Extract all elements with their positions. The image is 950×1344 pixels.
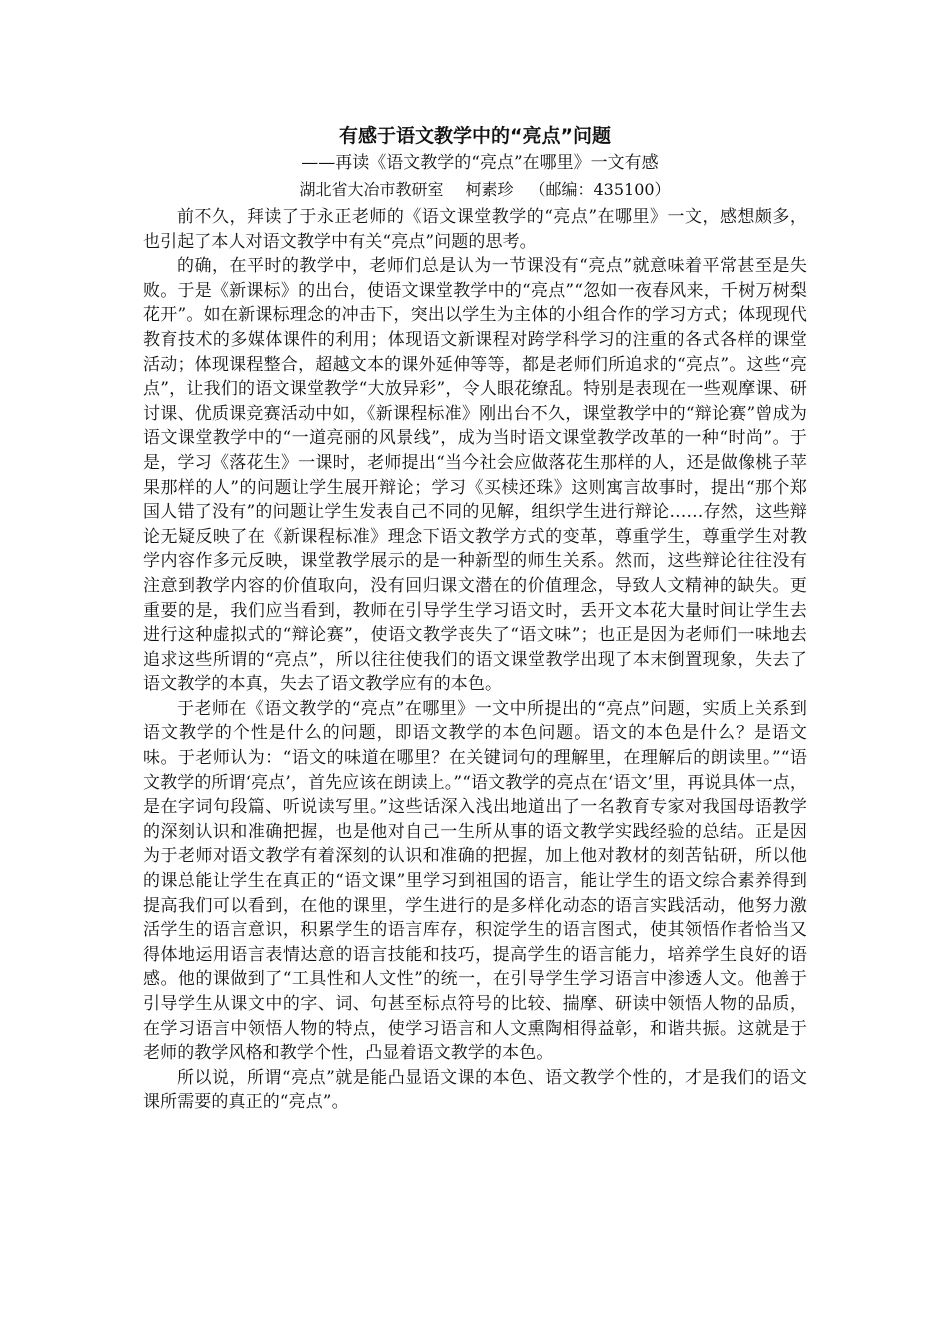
- author-postcode: （邮编：435100）: [529, 180, 671, 199]
- author-affiliation: 湖北省大冶市教研室: [299, 180, 444, 199]
- author-name: 柯素珍: [465, 180, 514, 199]
- document-title: 有感于语文教学中的“亮点”问题: [339, 125, 611, 147]
- paragraph-1: 前不久，拜读了于永正老师的《语文课堂教学的“亮点”在哪里》一文，感想颇多，也引起了本人对语文教学中有关“亮点”问题的思考。: [143, 207, 807, 252]
- author-line: [143, 176, 807, 203]
- paragraph-4: 所以说，所谓“亮点”就是能凸显语文课的本色、语文教学个性的，才是我们的语文课所需要的真正的“亮点”。: [143, 1067, 807, 1113]
- paragraph-3: 于老师在《语文教学的“亮点”在哪里》一文中所提出的“亮点”问题，实质上关系到语文教学的个性是什么的问题，即语文教学的本色问题。语文的本色是什么？是语文味。于老师认为：“语文的味道在哪里？在关键词句的理解里，在理解后的朗读里。”“语文教学的所谓‘亮点’，首先应该在朗读上。”“语文教学的亮点在‘语文’里，再说具体一点，是在字词句段篇、听说读写里。”这些话深入浅出地道出了一名教育专家对我国母语教学的深刻认识和准确把握，也是他对自己一生所从事的语文教学实践经验的总结。正是因为于老师对语文教学有着深刻的认识和准确的把握，加上他对教材的刻苦钻研，所以他的课总能让学生在真正的“语文课”里学习到祖国的语言，能让学生的语文综合素养得到提高我们可以看到，在他的课里，学生进行的是多样化动态的语言实践活动，他努力激活学生的语言意识，积累学生的语言库存，积淀学生的语言图式，使其领悟作者恰当又得体地运用语言表情达意的语言技能和技巧，提高学生的语言能力，培养学生良好的语感。他的课做到了“工具性和人文性”的统一，在引导学生学习语言中渗透人文。他善于引导学生从课文中的字、词、句甚至标点符号的比较、揣摩、研读中领悟人物的品质，在学习语言中领悟人物的特点，使学习语言和人文熏陶相得益彰，和谐共振。这就是于老师的教学风格和教学个性，凸显着语文教学的本色。: [143, 698, 807, 1064]
- paragraph-2: 的确，在平时的教学中，老师们总是认为一节课没有“亮点”就意味着平常甚至是失败。于是《新课标》的出台，使语文课堂教学中的“亮点”“忽如一夜春风来，千树万树梨花开”。如在新课标理念的冲击下，突出以学生为主体的小组合作的学习方式；体现现代教育技术的多媒体课件的利用；体现语文新课程对跨学科学习的注重的各式各样的课堂活动；体现课程整合，超越文本的课外延伸等等，都是老师们所追求的“亮点”。这些“亮点”，让我们的语文课堂教学“大放异彩”，令人眼花缭乱。特别是表现在一些观摩课、研讨课、优质课竞赛活动中如，《新课程标准》刚出台不久，课堂教学中的“辩论赛”曾成为语文课堂教学中的“一道亮丽的风景线”，成为当时语文课堂教学改革的一种“时尚”。于是，学习《落花生》一课时，老师提出“当今社会应做落花生那样的人，还是做像桃子苹果那样的人”的问题让学生展开辩论；学习《买椟还珠》这则寓言故事时，提出“那个郑国人错了没有”的问题让学生发表自己不同的见解，组织学生进行辩论……存然，这些辩论无疑反映了在《新课程标准》理念下语文教学方式的变革，尊重学生，尊重学生对教学内容作多元反映，课堂教学展示的是一种新型的师生关系。然而，这些辩论往往没有注意到教学内容的价值取向，没有回归课文潜在的价值理念，导致人文精神的缺失。更重要的是，我们应当看到，教师在引导学生学习语文时，丢开文本花大量时间让学生去进行这种虚拟式的“辩论赛”，使语文教学丧失了“语文味”；也正是因为老师们一味地去追求这些所谓的“亮点”，所以往往使我们的语文课堂教学出现了本末倒置现象，失去了语文教学的本真，失去了语文教学应有的本色。: [143, 256, 807, 695]
- document-subtitle: ——再读《语文教学的“亮点”在哪里》一文有感: [301, 153, 659, 173]
- document-body: [143, 122, 807, 1115]
